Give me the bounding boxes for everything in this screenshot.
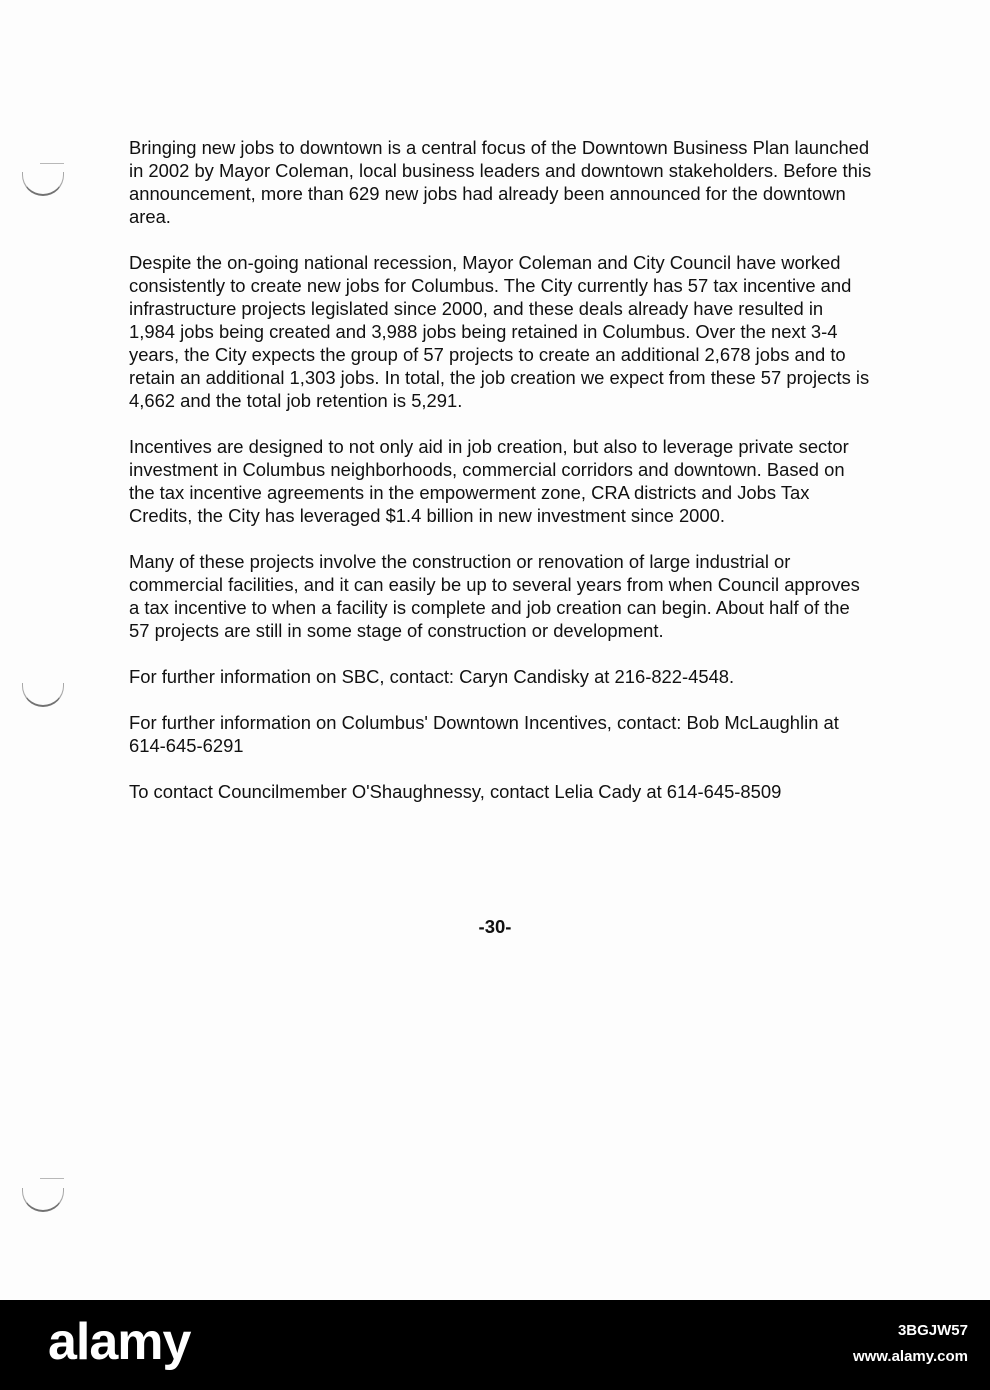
contact-sbc: For further information on SBC, contact: Caryn Candisky at 216-822-4548. [129, 666, 735, 687]
binder-hole-mark [22, 683, 64, 707]
document-body [129, 136, 874, 826]
contact-councilmember: To contact Councilmember O'Shaughnessy, contact Lelia Cady at 614-645-8509 [129, 781, 782, 802]
hole-mark [40, 1178, 64, 1179]
page-number: -30- [478, 916, 512, 937]
paragraph-incentives: Incentives are designed to not only aid in job creation, but also to leverage private sector investment in Columbus neighborhoods, commercial corridors and downtown. Based on the tax incentive agreements in the empowerment zone, CRA districts and Jobs Tax Credits, the City has leveraged $1.4 billion in new investment since 2000. [129, 436, 849, 526]
hole-mark [40, 163, 64, 164]
binder-hole-mark [22, 172, 64, 196]
contact-downtown-incentives: For further information on Columbus' Downtown Incentives, contact: Bob McLaughlin at 614-645-6291 [129, 712, 839, 756]
paragraph-construction: Many of these projects involve the construction or renovation of large industrial or commercial facilities, and it can easily be up to several years from when Council approves a tax incentive to when a facility is complete and job creation can begin. About half of the 57 projects are still in some stage of construction or development. [129, 551, 860, 641]
alamy-logo: alamy [48, 1313, 191, 1371]
binder-hole-mark [22, 1188, 64, 1212]
paragraph-downtown-jobs: Bringing new jobs to downtown is a central focus of the Downtown Business Plan launched in 2002 by Mayor Coleman, local business leaders and downtown stakeholders. Before this announcement, more than 629 new jobs had already been announced for the downtown area. [129, 137, 872, 227]
image-id: 3BGJW57 [897, 1322, 968, 1339]
paragraph-recession: Despite the on-going national recession, Mayor Coleman and City Council have worked consistently to create new jobs for Columbus. The City currently has 57 tax incentive and infrastructure projects legislated since 2000, and these deals already have resulted in 1,984 jobs being created and 3,988 jobs being retained in Columbus. Over the next 3-4 years, the City expects the group of 57 projects to create an additional 2,678 jobs and to retain an additional 1,303 jobs. In total, the job creation we expect from these 57 projects is 4,662 and the total job retention is 5,291. [129, 252, 870, 411]
watermark-footer [0, 1300, 990, 1390]
site-url: www.alamy.com [852, 1348, 968, 1365]
